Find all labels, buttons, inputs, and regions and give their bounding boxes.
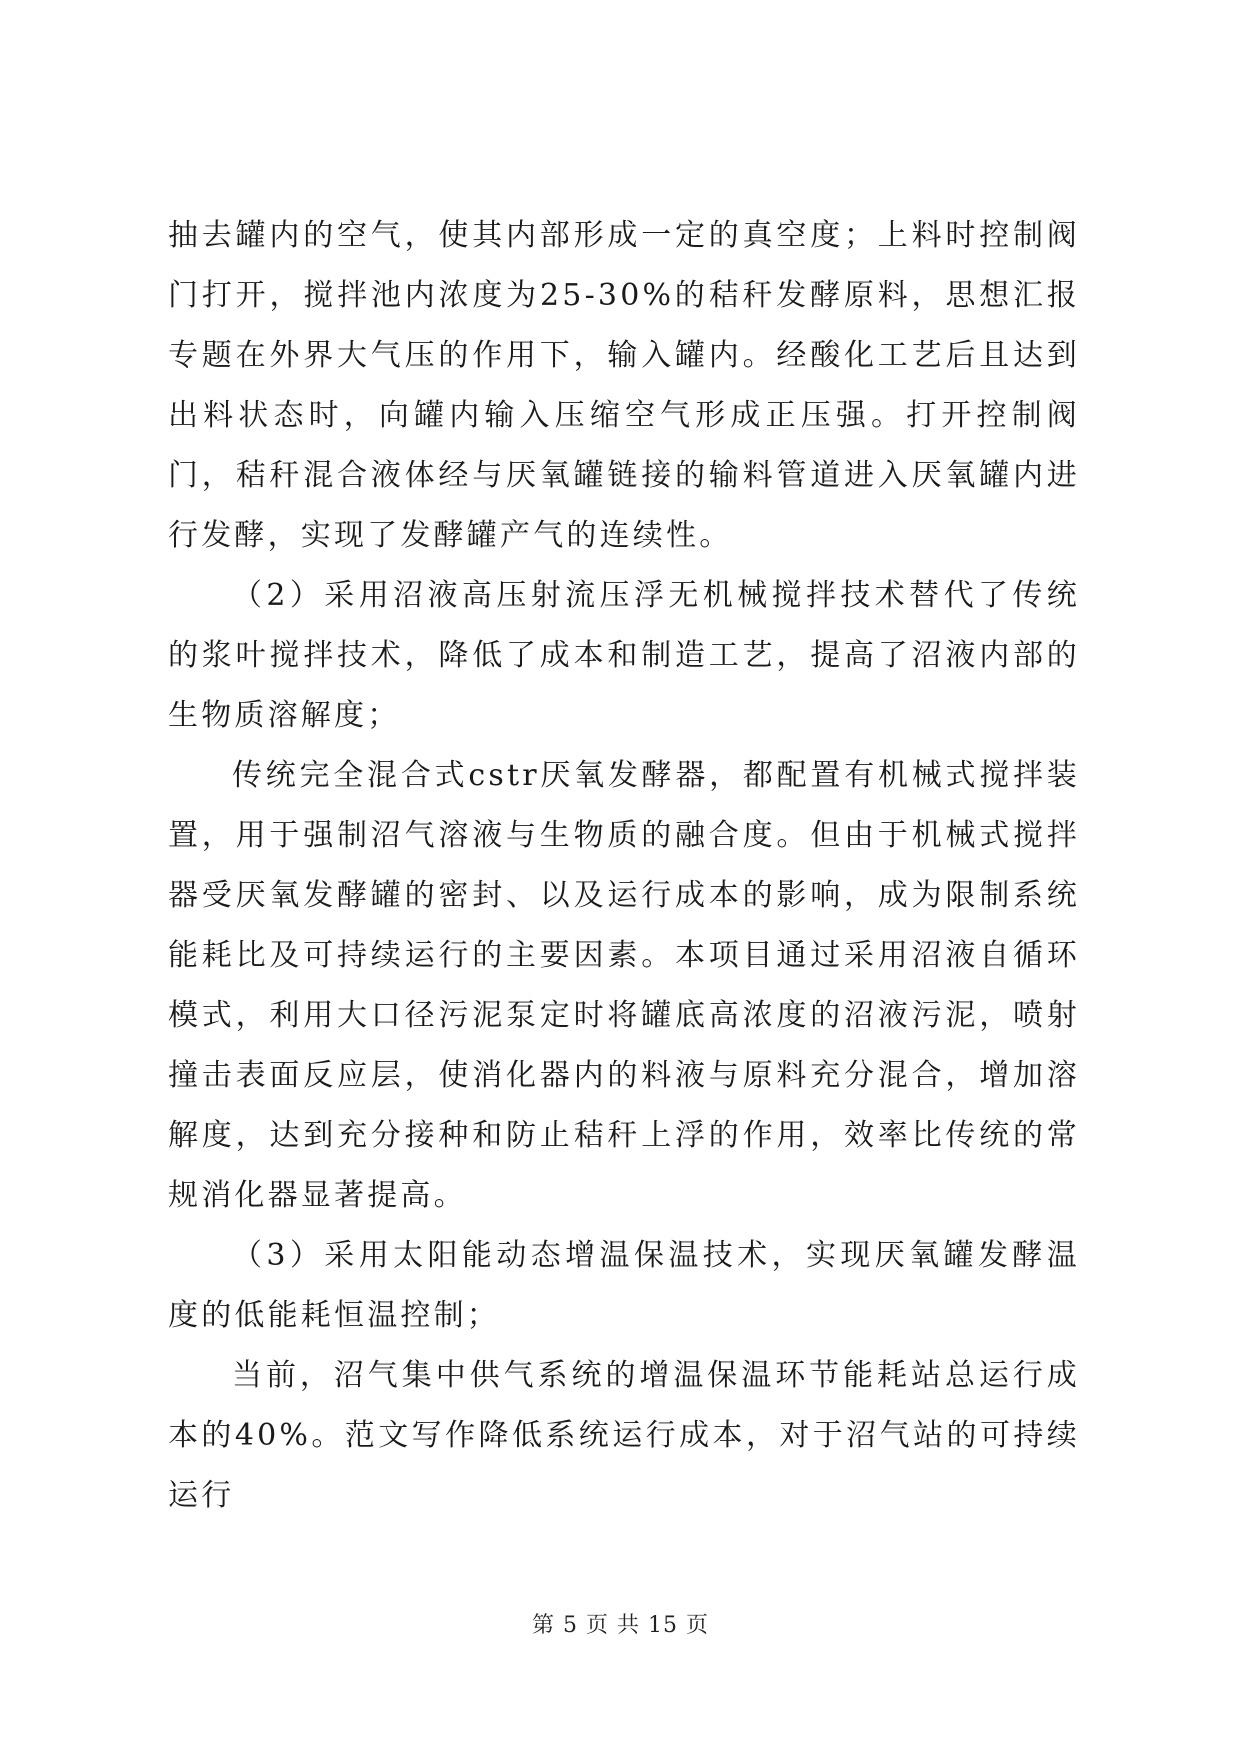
paragraph-5: 当前，沼气集中供气系统的增温保温环节能耗站总运行成本的40%。范文写作降低系统运行成本，对于沼气站的可持续运行 bbox=[168, 1358, 1080, 1513]
paragraph-3: 传统完全混合式cstr厌氧发酵器，都配置有机械式搅拌装置，用于强制沼气溶液与生物质的融合度。但由于机械式搅拌器受厌氧发酵罐的密封、以及运行成本的影响，成为限制系统能耗比及可持续运行的主要因素。本项目通过采用沼液自循环模式，利用大口径污泥泵定时将罐底高浓度的沼液污泥，喷射撞击表面反应层，使消化器内的料液与原料充分混合，增加溶解度，达到充分接种和防止秸秆上浮的作用，效率比传统的常规消化器显著提高。 bbox=[168, 758, 1080, 1213]
document-body bbox=[168, 206, 1080, 1526]
paragraph-2: （2）采用沼液高压射流压浮无机械搅拌技术替代了传统的浆叶搅拌技术，降低了成本和制造工艺，提高了沼液内部的生物质溶解度； bbox=[168, 578, 1080, 733]
page-number-footer: 第 5 页 共 15 页 bbox=[532, 1613, 709, 1638]
paragraph-4: （3）采用太阳能动态增温保温技术，实现厌氧罐发酵温度的低能耗恒温控制； bbox=[168, 1238, 1080, 1333]
paragraph-1: 抽去罐内的空气，使其内部形成一定的真空度；上料时控制阀门打开，搅拌池内浓度为25-30%的秸秆发酵原料，思想汇报专题在外界大气压的作用下，输入罐内。经酸化工艺后且达到出料状态时，向罐内输入压缩空气形成正压强。打开控制阀门，秸秆混合液体经与厌氧罐链接的输料管道进入厌氧罐内进行发酵，实现了发酵罐产气的连续性。 bbox=[168, 218, 1080, 553]
